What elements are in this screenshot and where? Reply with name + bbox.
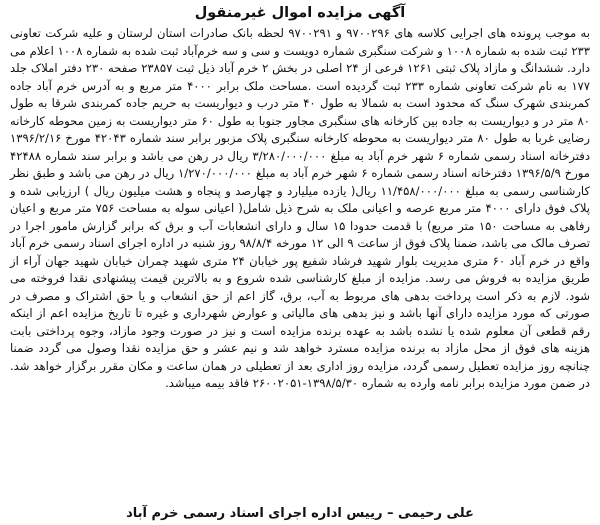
- notice-signature: علی رحیمی – رییس اداره اجرای اسناد رسمی خرم آباد: [126, 506, 474, 521]
- notice-body: به موجب پرونده های اجرایی کلاسه های ۹۷۰۰۲۹۶ و ۹۷۰۰۲۹۱ لحظه بانک صادرات استان لرستان و علیه شرکت تعاونی ۲۳۳ ثبت شده به شماره ۱۰۰۸ و شرکت سنگبری شماره دویست و سی و سه خرم‌آباد ثبت شده به شماره ۱۰۰۸ اعلام می دارد. ششدانگ و مازاد پلاک ثبتی ۱۲۶۱ فرعی از ۲۴ اصلی در بخش ۲ خرم آباد ذیل ثبت ۲۳۸۵۷ صفحه ۲۳۰ دفتر املاک جلد ۱۷۷ به نام شرکت تعاونی شماره ۲۳۳ ثبت گردیده است .مساحت ملک برابر ۴۰۰۰ متر مربع و به آدرس خرم آباد جاده کمربندی شهرک سنگ که محدود است به شمالا به طول ۴۰ متر درب و دیواریست به حریم جاده کمربندی شرقا به طول ۸۰ متر در و دیواریست به جاده بین کارخانه های سنگبری مجاور جنوبا به طول ۶۰ متر دیواریست به زمین محوطه کارخانه رضایی غربا به طول ۸۰ متر دیواریست به محوطه کارخانه سنگبری پلاک مزبور برابر سند شماره ۴۲۰۴۳ مورخ ۱۳۹۶/۲/۱۶ دفترخانه اسناد رسمی شماره ۶ شهر خرم آباد به مبلغ ۳/۲۸۰/۰۰۰/۰۰۰ ریال در رهن می باشد و برابر سند شماره ۴۲۴۸۸ مورخ ۱۳۹۶/۵/۹ دفترخانه اسناد رسمی شماره ۶ شهر خرم آباد به مبلغ ۱/۲۷۰/۰۰۰/۰۰۰ ریال در رهن می باشد و طبق نظر کارشناسی رسمی به مبلغ ۱۱/۴۵۸/۰۰۰/۰۰۰ ریال( یازده میلیارد و چهارصد و پنجاه و هشت میلیون ریال ) ارزیابی شده و پلاک فوق دارای ۴۰۰۰ متر مربع عرصه و اعیانی ملک به شرح ذیل شامل( اعیانی سوله به مساحت ۷۵۶ متر مربع و اعیان رفاهی به مساحت ۱۵۰ متر مربع) با قدمت حدودا ۱۵ سال و دارای انشعابات آب و برق که برابر گزارش مامور اجرا در تصرف مالک می باشد، ضمنا پلاک فوق از ساعت ۹ الی ۱۲ مورخه ۹۸/۸/۴ روز شنبه در اداره اجرای اسناد رسمی خرم آباد واقع در خرم آباد ۶۰ متری مدیریت بلوار شهید فرشاد شفیع پور خیابان ۲۴ متری شهید چمران خیابان شهید جهان آراء از طریق مزایده به فروش می رسد. مزایده از مبلغ کارشناسی شده شروع و به بالاترین قیمت پیشنهادی نقدا فروخته می شود. لازم به ذکر است پرداخت بدهی های مربوط به آب، برق، گاز اعم از حق انشعاب و یا حق اشتراک و مصرف در صورتی که مورد مزایده دارای آنها باشد و نیز بدهی های مالیاتی و عوارض شهرداری و غیره تا تاریخ مزایده اعم از اینکه رقم قطعی آن معلوم شده یا نشده باشد به عهده برنده مزایده است و نیز در صورت وجود مازاد، وجوه پرداختی بابت هزینه های فوق از محل مازاد به برنده مزایده مسترد خواهد شد و نیم عشر و حق مزایده نقدا وصول می گردد ضمنا چنانچه روز مزایده تعطیل رسمی گردد، مزایده روز اداری بعد از تعطیلی در همان ساعت و مکان مقرر برگزار خواهد شد. در ضمن مورد مزایده برابر نامه وارده به شماره ۱۳۹۸/۵/۳۰-۲۶۰۰۲۰۵۱ فاقد بیمه میباشد.: [10, 26, 591, 390]
- notice-title: آگهی مزایده اموال غیرمنقول: [194, 5, 406, 21]
